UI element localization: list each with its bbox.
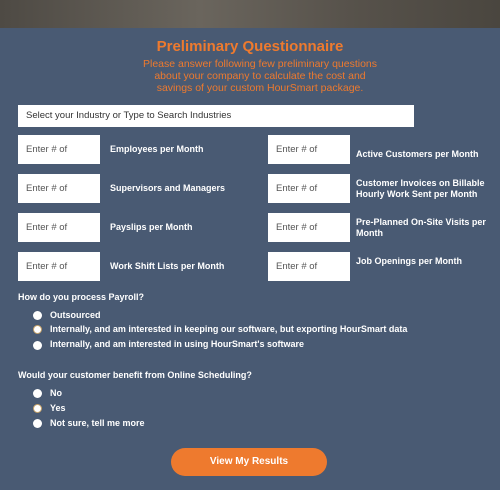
supervisors-input[interactable]: Enter # of: [18, 174, 100, 203]
payroll-internal-export-radio[interactable]: [33, 325, 42, 334]
view-results-button[interactable]: View My Results: [171, 448, 327, 476]
payroll-internal-hoursmart-radio[interactable]: [33, 341, 42, 350]
form-subtitle: Please answer following few preliminary questions about your company to calculate the cost and savings of your custom HourSmart package.: [142, 58, 378, 94]
job-openings-label: Job Openings per Month: [356, 256, 462, 266]
scheduling-no-radio[interactable]: [33, 389, 42, 398]
scheduling-not-sure-radio[interactable]: [33, 419, 42, 428]
payroll-outsourced-label: Outsourced: [50, 310, 101, 320]
shift-lists-label: Work Shift Lists per Month: [110, 261, 225, 271]
payroll-internal-export-label: Internally, and am interested in keeping our software, but exporting HourSmart data: [50, 324, 408, 334]
industry-select[interactable]: Select your Industry or Type to Search Industries: [18, 105, 414, 127]
payroll-question: How do you process Payroll?: [18, 292, 145, 302]
scheduling-not-sure-label: Not sure, tell me more: [50, 418, 145, 428]
header-background-image: [0, 0, 500, 28]
payslips-input[interactable]: Enter # of: [18, 213, 100, 242]
payslips-label: Payslips per Month: [110, 222, 193, 232]
scheduling-question: Would your customer benefit from Online Scheduling?: [18, 370, 252, 380]
employees-label: Employees per Month: [110, 144, 204, 154]
job-openings-input[interactable]: Enter # of: [268, 252, 350, 281]
scheduling-yes-radio[interactable]: [33, 404, 42, 413]
onsite-visits-label: Pre-Planned On-Site Visits per Month: [356, 217, 486, 238]
active-customers-label: Active Customers per Month: [356, 149, 479, 159]
scheduling-yes-label: Yes: [50, 403, 66, 413]
form-title: Preliminary Questionnaire: [156, 38, 344, 55]
payroll-internal-hoursmart-label: Internally, and am interested in using HourSmart's software: [50, 339, 305, 349]
customer-invoices-label: Customer Invoices on Billable Hourly Work Sent per Month: [356, 178, 485, 199]
employees-input[interactable]: Enter # of: [18, 135, 100, 164]
customer-invoices-input[interactable]: Enter # of: [268, 174, 350, 203]
active-customers-input[interactable]: Enter # of: [268, 135, 350, 164]
supervisors-label: Supervisors and Managers: [110, 183, 226, 193]
payroll-outsourced-radio[interactable]: [33, 311, 42, 320]
scheduling-no-label: No: [50, 388, 62, 398]
onsite-visits-input[interactable]: Enter # of: [268, 213, 350, 242]
shift-lists-input[interactable]: Enter # of: [18, 252, 100, 281]
